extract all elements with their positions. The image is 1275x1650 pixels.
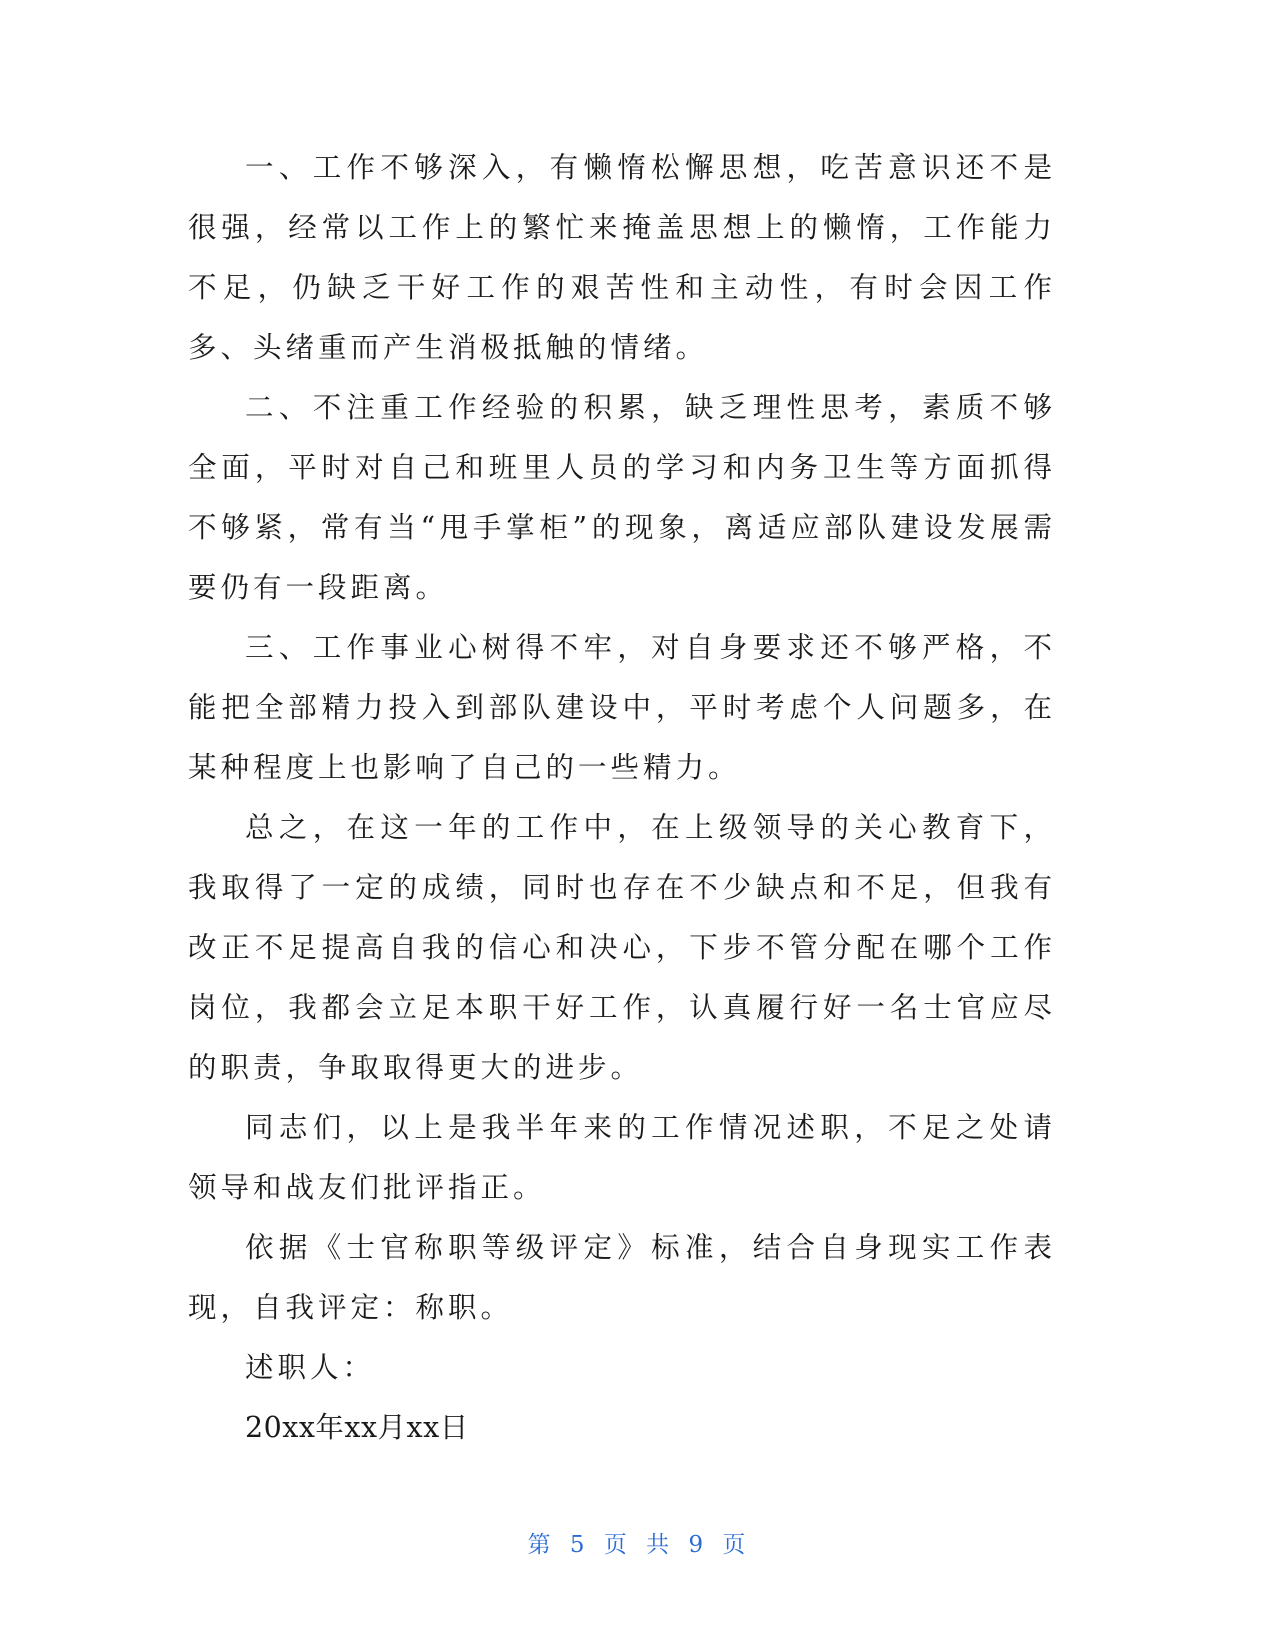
document-body [188,138,1056,1458]
date-line: 20xx年xx月xx日 [245,1411,469,1444]
paragraph-issue-1: 一、工作不够深入，有懒惰松懈思想，吃苦意识还不是很强，经常以工作上的繁忙来掩盖思想上的懒惰，工作能力不足，仍缺乏干好工作的艰苦性和主动性，有时会因工作多、头绪重而产生消极抵触的情绪。 [188,151,1056,364]
page-number-footer: 第 5 页 共 9 页 [527,1532,748,1558]
paragraph-issue-2: 二、不注重工作经验的积累，缺乏理性思考，素质不够全面，平时对自己和班里人员的学习和内务卫生等方面抓得不够紧，常有当“甩手掌柜”的现象，离适应部队建设发展需要仍有一段距离。 [188,391,1056,604]
signature-label: 述职人： [245,1351,376,1384]
paragraph-issue-3: 三、工作事业心树得不牢，对自身要求还不够严格，不能把全部精力投入到部队建设中，平时考虑个人问题多，在某种程度上也影响了自己的一些精力。 [188,631,1056,784]
paragraph-closing: 同志们，以上是我半年来的工作情况述职，不足之处请领导和战友们批评指正。 [188,1111,1056,1204]
paragraph-self-assessment: 依据《士官称职等级评定》标准，结合自身现实工作表现，自我评定：称职。 [188,1231,1056,1324]
paragraph-summary: 总之，在这一年的工作中，在上级领导的关心教育下，我取得了一定的成绩，同时也存在不少缺点和不足，但我有改正不足提高自我的信心和决心，下步不管分配在哪个工作岗位，我都会立足本职干好工作，认真履行好一名士官应尽的职责，争取取得更大的进步。 [188,811,1056,1084]
